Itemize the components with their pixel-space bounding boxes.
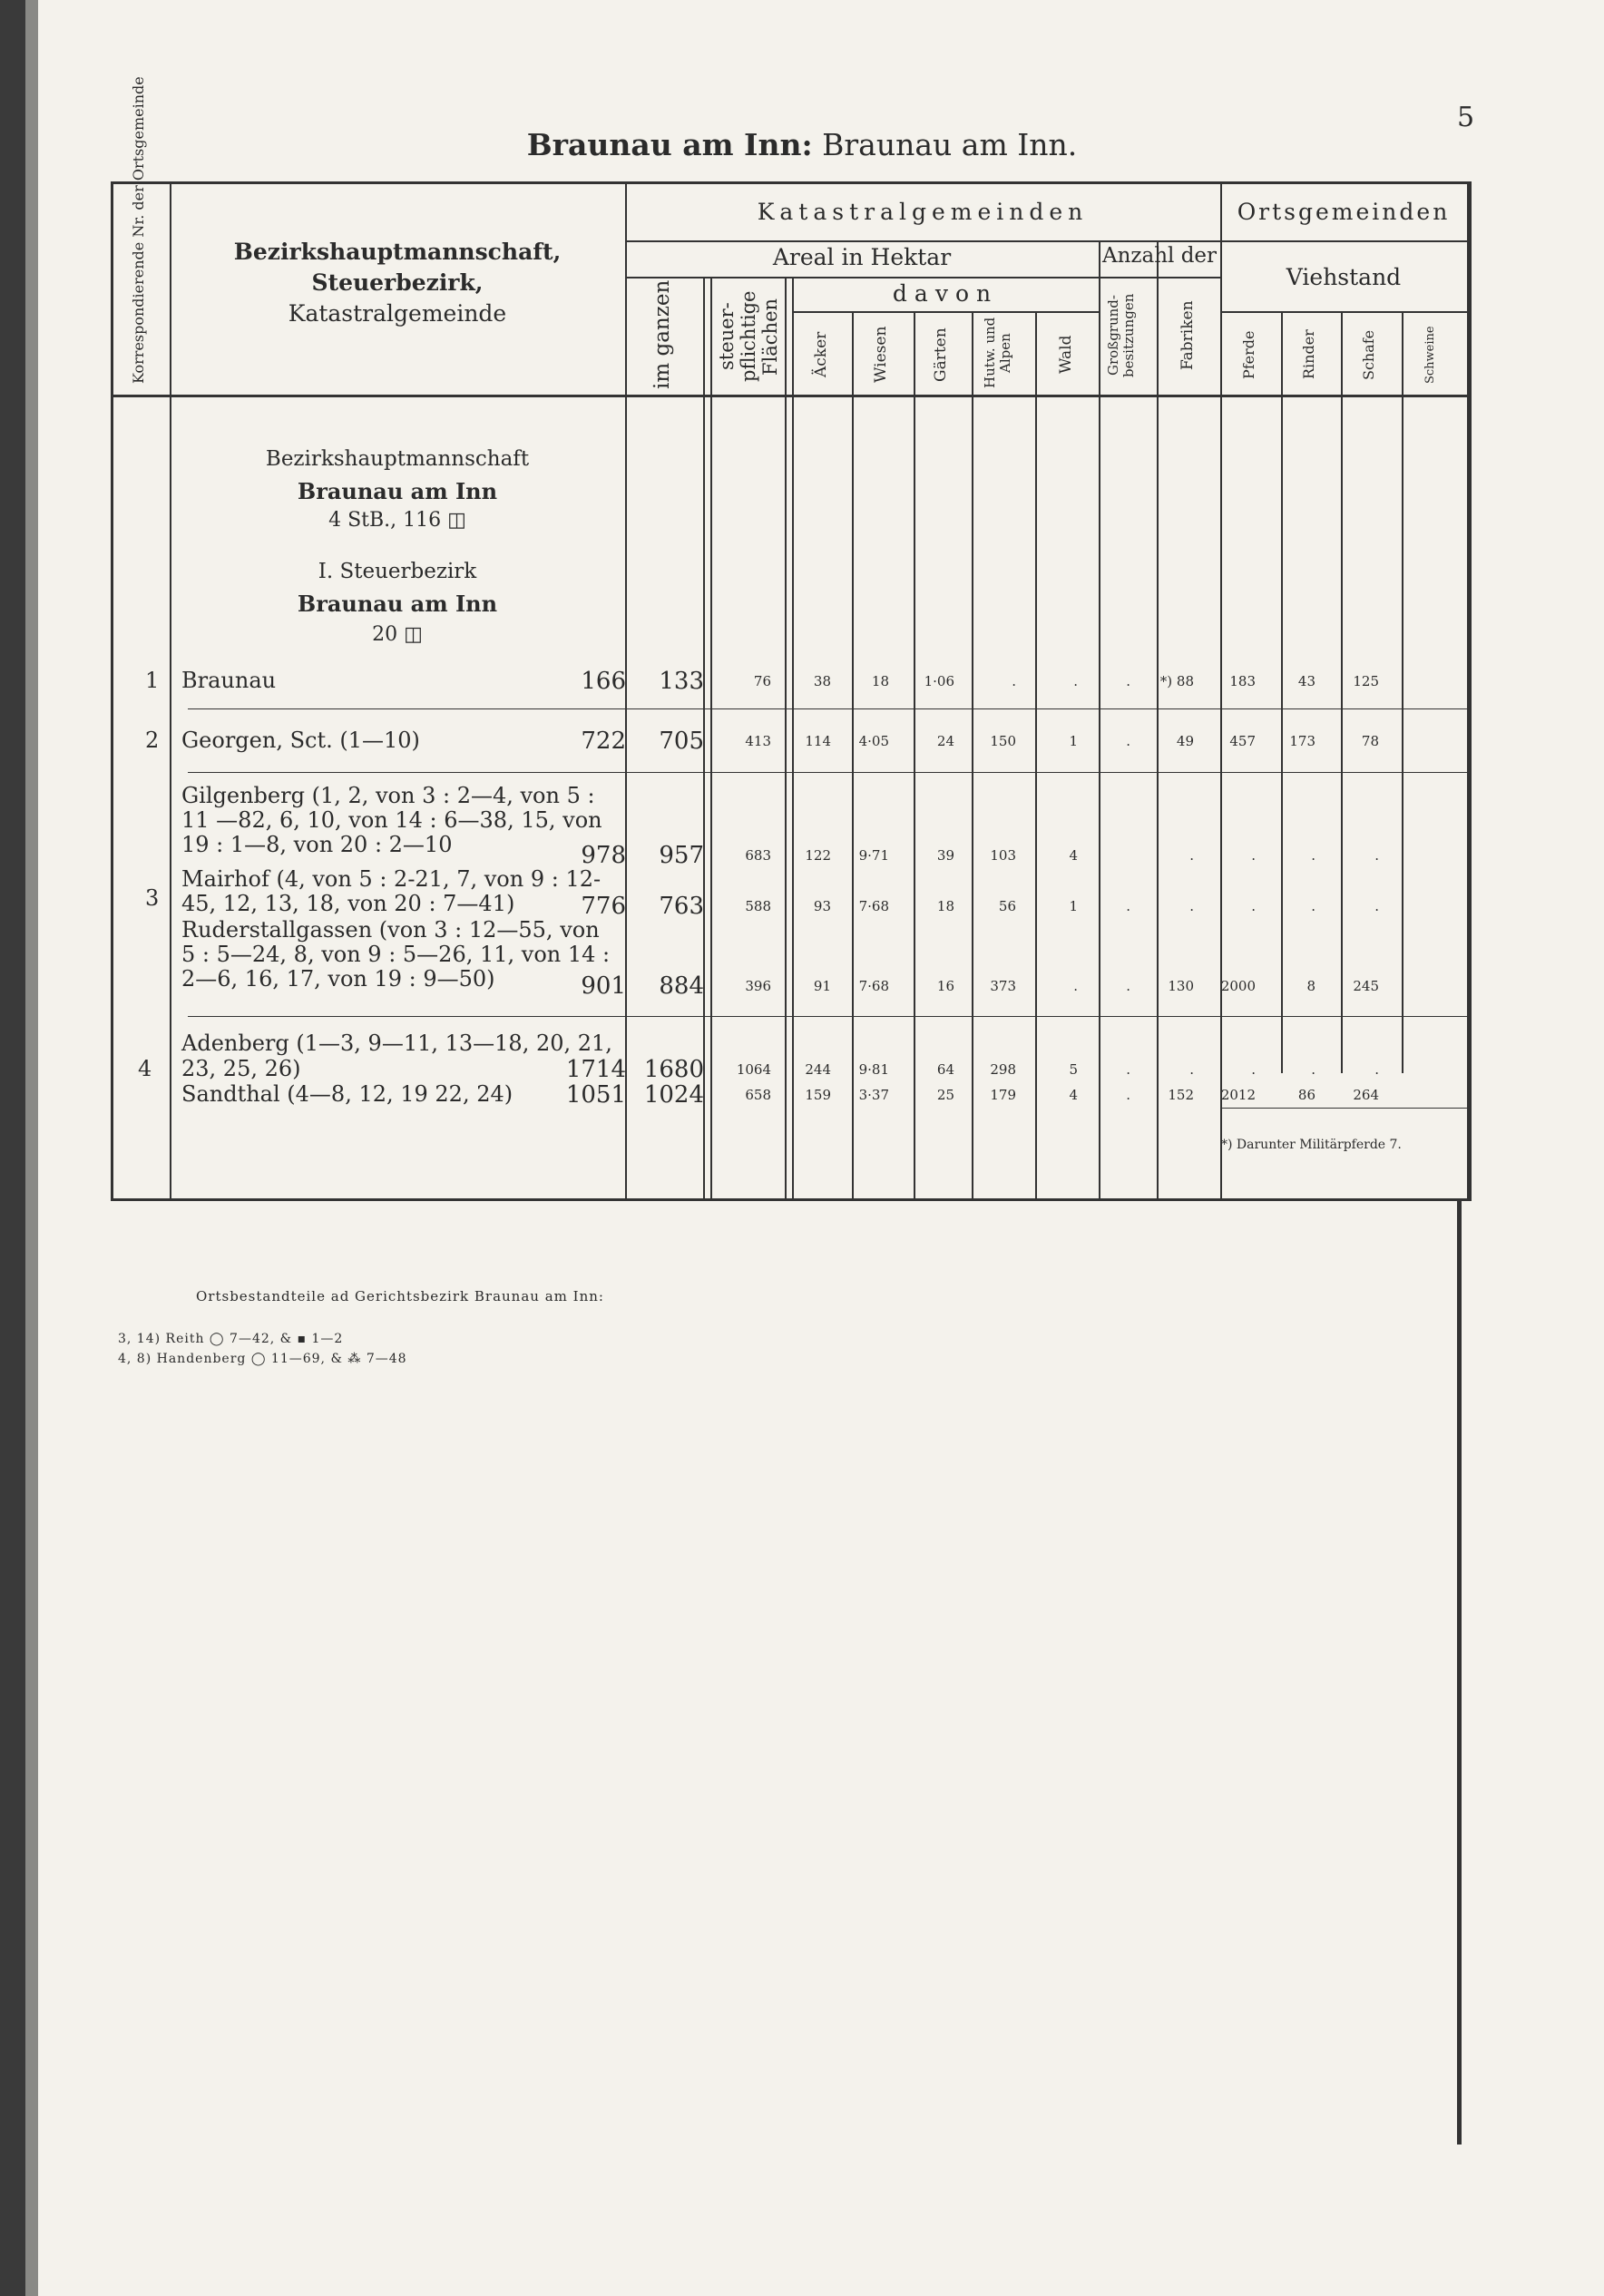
col-steuerpflichtig: steuer-pflichtige Flächen [716, 290, 781, 383]
header-kg: Katastralgemeinde [288, 300, 507, 327]
cell-rinder: 457 [1229, 733, 1256, 749]
cell-schafe: 8 [1306, 978, 1315, 994]
col-im-ganzen: im ganzen [650, 279, 674, 389]
cell-steuer: 1680 [643, 1056, 704, 1083]
row-number: 4 [138, 1056, 152, 1081]
cell-steuer: 957 [659, 842, 704, 869]
row-number: 1 [145, 668, 160, 693]
header-katastral: Katastralgemeinden [757, 199, 1089, 225]
cell-wald: 298 [990, 1061, 1016, 1078]
cell-steuer: 1024 [643, 1081, 704, 1109]
row-divider [188, 708, 1467, 709]
col-hutweiden: Hutw. und Alpen [982, 317, 1013, 389]
cell-gross: 1 [1069, 733, 1078, 749]
header-viehstand: Viehstand [1286, 264, 1402, 290]
col-grossgrund: Großgrund-besitzungen [1105, 293, 1137, 378]
col-aecker: Äcker [812, 331, 830, 378]
cell-schweine: 245 [1353, 978, 1379, 994]
cell-pferde: 130 [1168, 978, 1194, 994]
col-line [1099, 240, 1100, 1198]
page-title: Braunau am Inn: Braunau am Inn. [526, 127, 1078, 162]
col-rinder: Rinder [1300, 329, 1317, 380]
row-number: 3 [145, 885, 160, 911]
cell-hutw: 64 [936, 1061, 954, 1078]
header-sb: Steuerbezirk, [311, 269, 484, 296]
row-desc: Gilgenberg (1, 2, von 3 : 2—4, von 5 : 11 —82, 6, 10, von 14 : 6—38, 15, von 19 : 1—8, von 20 : 2—10 [181, 783, 602, 857]
cell-gross: . [1073, 673, 1078, 689]
cell-gross: 4 [1069, 1087, 1078, 1103]
cell-wald: 373 [990, 978, 1016, 994]
row-desc: Sandthal (4—8, 12, 19 22, 24) [181, 1081, 513, 1107]
cell-wald: 103 [990, 847, 1016, 864]
cell-aecker: 658 [745, 1087, 771, 1103]
cell-hutw: 24 [936, 733, 954, 749]
cell-gross: 1 [1069, 898, 1078, 914]
cell-rinder: 183 [1229, 673, 1256, 689]
cell-aecker: 396 [745, 978, 771, 994]
cell-gaerten: 4·05 [858, 733, 889, 749]
row-desc: Adenberg (1—3, 9—11, 13—18, 20, 21, 23, 25, 26) [181, 1031, 612, 1081]
cell-schafe: 86 [1297, 1087, 1315, 1103]
header-orts: Ortsgemeinden [1237, 199, 1451, 225]
cell-ganz: 722 [581, 728, 626, 755]
row-number: 2 [145, 728, 160, 753]
cell-schweine: . [1374, 1061, 1379, 1078]
cell-fabr: . [1126, 978, 1130, 994]
col-line [1281, 311, 1283, 1073]
col-schweine: Schweine [1423, 326, 1437, 384]
cell-hutw: 16 [936, 978, 954, 994]
cell-schafe: 173 [1289, 733, 1315, 749]
row-desc: Mairhof (4, von 5 : 2-21, 7, von 9 : 12-45, 12, 13, 18, von 20 : 7—41) [181, 866, 602, 916]
cell-wiesen: 122 [805, 847, 831, 864]
row-divider [1220, 1108, 1467, 1109]
footer-line: 3, 14) Reith ◯ 7—42, & ▪ 1—2 [118, 1332, 344, 1346]
cell-pferde: 49 [1176, 733, 1194, 749]
cell-steuer: 884 [659, 972, 704, 1000]
header-divider [113, 395, 1467, 397]
col-line [1402, 311, 1404, 1073]
row-divider [188, 772, 1467, 773]
cell-schweine: . [1374, 847, 1379, 864]
header-subline [625, 277, 1099, 278]
row-desc: Georgen, Sct. (1—10) [181, 728, 420, 753]
page-rule [1457, 1201, 1462, 2145]
cell-rinder: . [1251, 847, 1256, 864]
cell-wiesen: 91 [813, 978, 831, 994]
cell-steuer: 763 [659, 893, 704, 920]
cell-ganz: 166 [581, 668, 626, 695]
cell-gross: . [1073, 978, 1078, 994]
page-number: 5 [1457, 102, 1475, 133]
cell-aecker: 413 [745, 733, 771, 749]
header-subline [1220, 311, 1467, 313]
table-bottom [113, 1198, 1467, 1201]
footnote: *) Darunter Militärpferde 7. [1221, 1138, 1402, 1152]
cell-rinder: . [1251, 898, 1256, 914]
cell-schafe: . [1311, 847, 1315, 864]
cell-wiesen: 38 [813, 673, 831, 689]
cell-hutw: 18 [936, 898, 954, 914]
cell-hutw: 39 [936, 847, 954, 864]
cell-wiesen: 244 [805, 1061, 831, 1078]
cell-hutw: 25 [936, 1087, 954, 1103]
cell-wald: 56 [998, 898, 1016, 914]
row-desc: Ruderstallgassen (von 3 : 12—55, von 5 : 5—24, 8, von 9 : 5—26, 11, von 14 : 2—6, 16, 17, von 19 : 9—50) [181, 917, 611, 992]
corr-nr-header: Korrespondierende Nr. der Ortsgemeinde [130, 76, 147, 384]
cell-fabr: . [1126, 1061, 1130, 1078]
cell-aecker: 1064 [736, 1061, 771, 1078]
cell-gaerten: 9·71 [858, 847, 889, 864]
cell-schafe: 43 [1297, 673, 1315, 689]
col-line [1157, 240, 1159, 1198]
cell-wiesen: 159 [805, 1087, 831, 1103]
col-line [170, 184, 171, 1198]
cell-rinder: 2012 [1220, 1087, 1256, 1103]
cell-schweine: 125 [1353, 673, 1379, 689]
row-divider [188, 1016, 1467, 1017]
section-sb-info: 20 ◫ [372, 623, 423, 646]
header-subline [792, 311, 1099, 313]
cell-pferde: *) 88 [1159, 673, 1194, 689]
cell-steuer: 133 [659, 668, 704, 695]
cell-wald: 179 [990, 1087, 1016, 1103]
cell-schweine: . [1374, 898, 1379, 914]
cell-gross: 5 [1069, 1061, 1078, 1078]
cell-hutw: 1·06 [924, 673, 954, 689]
col-fabriken: Fabriken [1179, 300, 1197, 371]
cell-ganz: 776 [581, 893, 626, 920]
col-gaerten: Gärten [932, 327, 950, 382]
cell-wald: . [1012, 673, 1016, 689]
footer-line: 4, 8) Handenberg ◯ 11—69, & ⁂ 7—48 [118, 1352, 407, 1366]
header-subline [1220, 240, 1467, 242]
section-bh-name: Braunau am Inn [297, 478, 498, 504]
col-wiesen: Wiesen [872, 326, 890, 384]
cell-fabr: . [1126, 673, 1130, 689]
cell-ganz: 978 [581, 842, 626, 869]
section-bh: Bezirkshauptmannschaft [265, 447, 530, 471]
cell-schafe: . [1311, 1061, 1315, 1078]
cell-schafe: . [1311, 898, 1315, 914]
header-bh: Bezirkshauptmannschaft, [233, 239, 562, 265]
cell-aecker: 76 [753, 673, 771, 689]
header-subline [1099, 277, 1220, 278]
cell-ganz: 1051 [565, 1081, 626, 1109]
col-line [1341, 311, 1343, 1073]
cell-fabr: . [1126, 898, 1130, 914]
section-bh-info: 4 StB., 116 ◫ [328, 509, 466, 532]
cell-pferde: . [1189, 898, 1194, 914]
header-davon: davon [892, 280, 999, 307]
cell-rinder: . [1251, 1061, 1256, 1078]
section-sb: I. Steuerbezirk [318, 560, 477, 583]
cell-gaerten: 7·68 [858, 978, 889, 994]
footer-title: Ortsbestandteile ad Gerichtsbezirk Braunau am Inn: [196, 1288, 604, 1304]
cell-aecker: 588 [745, 898, 771, 914]
cell-fabr: . [1126, 1087, 1130, 1103]
col-wald: Wald [1057, 335, 1075, 375]
cell-pferde: . [1189, 847, 1194, 864]
cell-aecker: 683 [745, 847, 771, 864]
cell-steuer: 705 [659, 728, 704, 755]
row-desc: Braunau [181, 668, 277, 693]
cell-pferde: 152 [1168, 1087, 1194, 1103]
header-subline [625, 240, 1220, 242]
cell-schweine: 78 [1361, 733, 1379, 749]
cell-ganz: 1714 [565, 1056, 626, 1083]
cell-rinder: 2000 [1220, 978, 1256, 994]
col-line [1220, 184, 1222, 1198]
header-areal: Areal in Hektar [772, 244, 952, 270]
cell-wiesen: 114 [805, 733, 831, 749]
col-pferde: Pferde [1240, 330, 1257, 379]
cell-schweine: 264 [1353, 1087, 1379, 1103]
cell-gaerten: 7·68 [858, 898, 889, 914]
cell-pferde: . [1189, 1061, 1194, 1078]
header-anzahl: Anzahl der [1101, 244, 1218, 268]
cell-wald: 150 [990, 733, 1016, 749]
cell-gaerten: 18 [871, 673, 889, 689]
cell-ganz: 901 [581, 972, 626, 1000]
cell-gross: 4 [1069, 847, 1078, 864]
cell-wiesen: 93 [813, 898, 831, 914]
cell-gaerten: 3·37 [858, 1087, 889, 1103]
section-sb-name: Braunau am Inn [297, 591, 498, 617]
scan-edge [0, 0, 25, 2296]
cell-gaerten: 9·81 [858, 1061, 889, 1078]
col-schafe: Schafe [1360, 329, 1377, 380]
cell-fabr: . [1126, 733, 1130, 749]
scan-shadow [25, 0, 38, 2296]
